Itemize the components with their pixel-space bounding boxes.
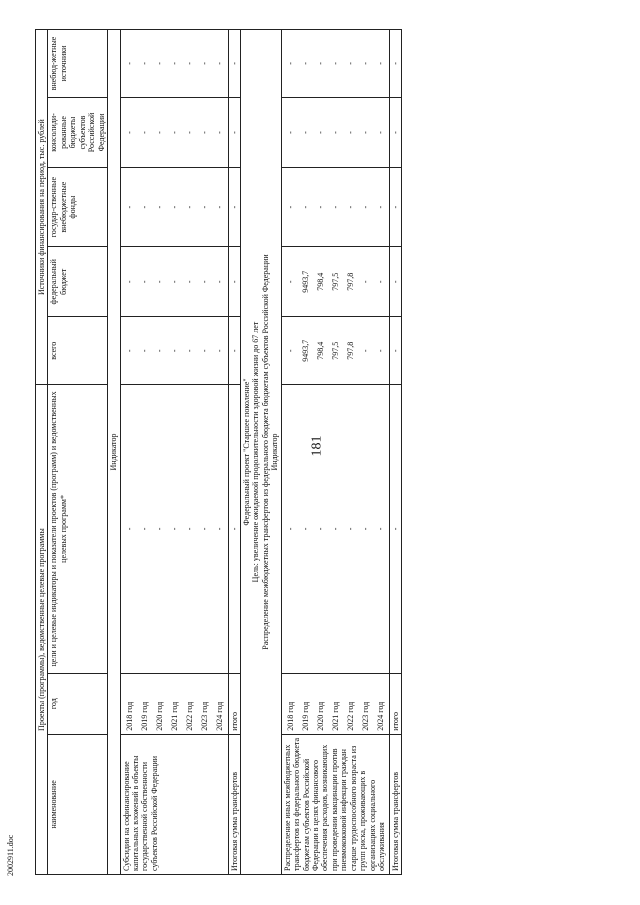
block1-federal: - - - - - - - — [120, 247, 228, 317]
funding-table — [35, 29, 402, 875]
block1-goals: - - - - - - - — [120, 385, 228, 673]
section-header — [240, 30, 281, 875]
table-row-total — [389, 30, 401, 875]
footer-filename: 2002911.doc — [6, 834, 15, 876]
block1-total-goals: - — [228, 385, 240, 673]
block2-consolidated: - - - - - - - — [281, 97, 389, 167]
block1-total: - - - - - - - — [120, 317, 228, 385]
table-row-total — [228, 30, 240, 875]
block1-total-federal: - — [228, 247, 240, 317]
column-header-year: год — [48, 673, 108, 734]
block2-goals: - - - - - - - — [281, 385, 389, 673]
rotated-page-content — [35, 25, 635, 875]
block1-extra: - - - - - - - — [120, 30, 228, 98]
block2-total-label: Итоговая сумма трансфертов — [389, 734, 401, 874]
header-funding: Источники финансирования на период, тыс. рублей — [36, 30, 48, 385]
block2-total-federal: - — [389, 247, 401, 317]
column-header-name: наименование — [48, 734, 108, 874]
block1-consolidated: - - - - - - - — [120, 97, 228, 167]
block1-total-year: итого — [228, 673, 240, 734]
distribution-title: Распределение межбюджетных трансфертов из федерального бюджета бюджетам субъектов Российской Федерации — [260, 254, 270, 650]
block2-federal: - 9493,7 798,4 797,5 797,8 - - — [281, 247, 389, 317]
block2-total-state: - — [389, 168, 401, 247]
column-header-consolidated: консолиди-рованные бюджеты субъектов Российской Федерации — [48, 97, 108, 167]
table-row — [120, 30, 228, 875]
column-header-federal: федеральный бюджет — [48, 247, 108, 317]
block1-total-state: - — [228, 168, 240, 247]
block1-total-consolidated: - — [228, 97, 240, 167]
block2-years: 2018 год 2019 год 2020 год 2021 год 2022 год 2023 год 2024 год — [281, 673, 389, 734]
block1-total-extra: - — [228, 30, 240, 98]
block2-total-goals: - — [389, 385, 401, 673]
column-header-extra: внебюд-жетные источники — [48, 30, 108, 98]
block1-state-funds: - - - - - - - — [120, 168, 228, 247]
page-number: 181 — [309, 435, 325, 457]
header-projects: Проекты (программы), ведомственные целевые программы — [36, 385, 48, 875]
block1-name: Субсидии на софинансирование капитальных вложений в объекты государственной собственности субъектов Российской Федерации — [120, 734, 228, 874]
table-row — [281, 30, 389, 875]
block2-total-all: - — [389, 317, 401, 385]
block2-name: Распределение иных межбюджетных трансфертов из федерального бюджета бюджетам субъектов Российской Федерации в целях финансового обеспечения расходов, возникающих при проведении вакцинации против пневмококковой инфекции граждан старше трудоспособного возраста из групп риска, проживающих в организациях социального обслуживания — [281, 734, 389, 874]
block2-total-extra: - — [389, 30, 401, 98]
block1-total-all: - — [228, 317, 240, 385]
block2-total-consolidated: - — [389, 97, 401, 167]
block2-extra: - - - - - - - — [281, 30, 389, 98]
project-goal: Цель: увеличение ожидаемой продолжительности здоровой жизни до 67 лет — [251, 321, 261, 583]
column-header-state-funds: государ-ственные внебюджетные фонды — [48, 168, 108, 247]
block1-total-label: Итоговая сумма трансфертов — [228, 734, 240, 874]
block2-state-funds: - - - - - - - — [281, 168, 389, 247]
block2-total-year: итого — [389, 673, 401, 734]
indicator-label: Индикатор — [108, 30, 120, 875]
block2-total: - 9493,7 798,4 797,5 797,8 - - — [281, 317, 389, 385]
column-header-total: всего — [48, 317, 108, 385]
block1-years: 2018 год 2019 год 2020 год 2021 год 2022 год 2023 год 2024 год — [120, 673, 228, 734]
project-title: Федеральный проект "Старшее поколение" — [241, 378, 251, 526]
column-header-goals: цели и целевые индикаторы и показатели проектов (программ) и ведомственных целевых программ* — [48, 385, 108, 673]
indicator-label-2: Индикатор — [270, 433, 280, 471]
